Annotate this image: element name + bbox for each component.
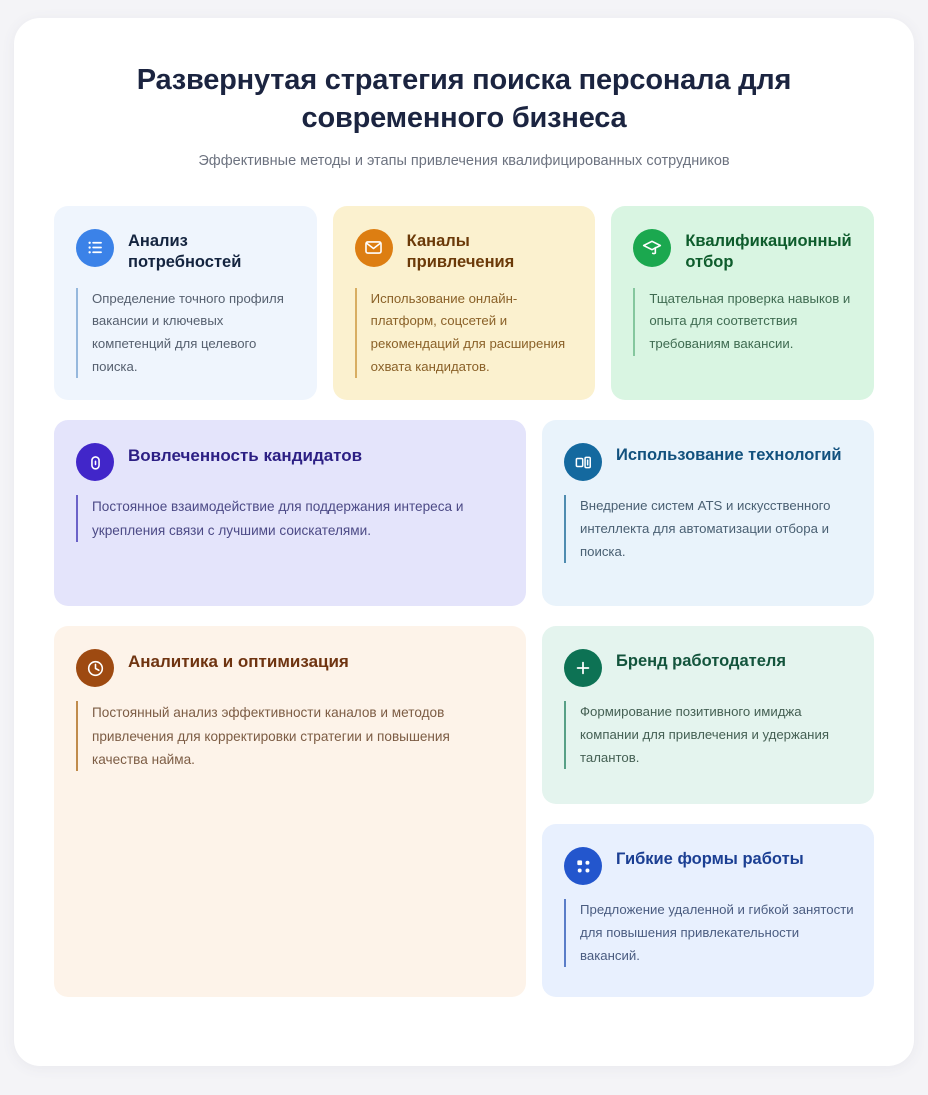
- card-kvalifikacionnyy-otbor[interactable]: [611, 206, 874, 401]
- lock-icon: [76, 443, 114, 481]
- card-header: [564, 442, 854, 481]
- list-icon: [76, 229, 114, 267]
- row2-right-column: [542, 420, 874, 606]
- card-brend-rabotodatelya[interactable]: [542, 626, 874, 804]
- graduation-cap-icon: [633, 229, 671, 267]
- card-header: [76, 648, 506, 687]
- card-title: Бренд работодателя: [616, 652, 786, 671]
- card-header: [355, 228, 576, 274]
- page-header: [54, 62, 874, 172]
- card-description: Формирование позитивного имиджа компании для привлечения и удержания талантов.: [564, 701, 854, 769]
- card-description: Использование онлайн-платформ, соцсетей и рекомендаций для расширения охвата кандидатов.: [355, 288, 576, 379]
- card-gibkie-formy-raboty[interactable]: [542, 824, 874, 997]
- card-ispolzovanie-tehnologiy[interactable]: [542, 420, 874, 606]
- card-header: [76, 228, 297, 274]
- row2-left-column: [54, 420, 526, 606]
- card-header: [76, 442, 506, 481]
- row3-left-column: [54, 626, 526, 997]
- card-title: Каналы привлечения: [406, 231, 515, 272]
- plus-icon: [564, 649, 602, 687]
- clock-icon: [76, 649, 114, 687]
- cards-row-2: [54, 420, 874, 606]
- card-description: Предложение удаленной и гибкой занятости для повышения привлекательности вакансий.: [564, 899, 854, 967]
- row3-right-column: [542, 626, 874, 997]
- card-title: Вовлеченность кандидатов: [128, 446, 363, 466]
- card-title: Анализ потребностей: [128, 231, 242, 272]
- card-title: Аналитика и оптимизация: [128, 652, 349, 672]
- card-header: [564, 846, 854, 885]
- page-title: Развернутая стратегия поиска персонала для современного бизнеса: [136, 64, 792, 134]
- envelope-icon: [355, 229, 393, 267]
- card-header: [564, 648, 854, 687]
- card-description: Постоянный анализ эффективности каналов и методов привлечения для корректировки стратегии и повышения качества найма.: [76, 701, 506, 771]
- card-description: Внедрение систем ATS и искусственного интеллекта для автоматизации отбора и поиска.: [564, 495, 854, 563]
- card-analitika-i-optimizaciya[interactable]: [54, 626, 526, 997]
- cards-row-1: [54, 206, 874, 401]
- card-vovlechennost-kandidatov[interactable]: [54, 420, 526, 606]
- card-title: Квалификационный отбор: [685, 231, 852, 272]
- card-description: Постоянное взаимодействие для поддержания интереса и укрепления связи с лучшими соискателями.: [76, 495, 506, 542]
- content-surface: [14, 18, 914, 1066]
- card-analiz-potrebnostey[interactable]: [54, 206, 317, 401]
- card-title: Гибкие формы работы: [616, 850, 804, 869]
- device-chip-icon: [564, 443, 602, 481]
- card-description: Тщательная проверка навыков и опыта для соответствия требованиям вакансии.: [633, 288, 854, 356]
- card-kanaly-privlecheniya[interactable]: [333, 206, 596, 401]
- grid-dots-icon: [564, 847, 602, 885]
- card-header: [633, 228, 854, 274]
- card-description: Определение точного профиля вакансии и ключевых компетенций для целевого поиска.: [76, 288, 297, 379]
- page-subtitle: Эффективные методы и этапы привлечения квалифицированных сотрудников: [198, 153, 730, 170]
- card-title: Использование технологий: [616, 446, 842, 465]
- cards-row-3: [54, 626, 874, 997]
